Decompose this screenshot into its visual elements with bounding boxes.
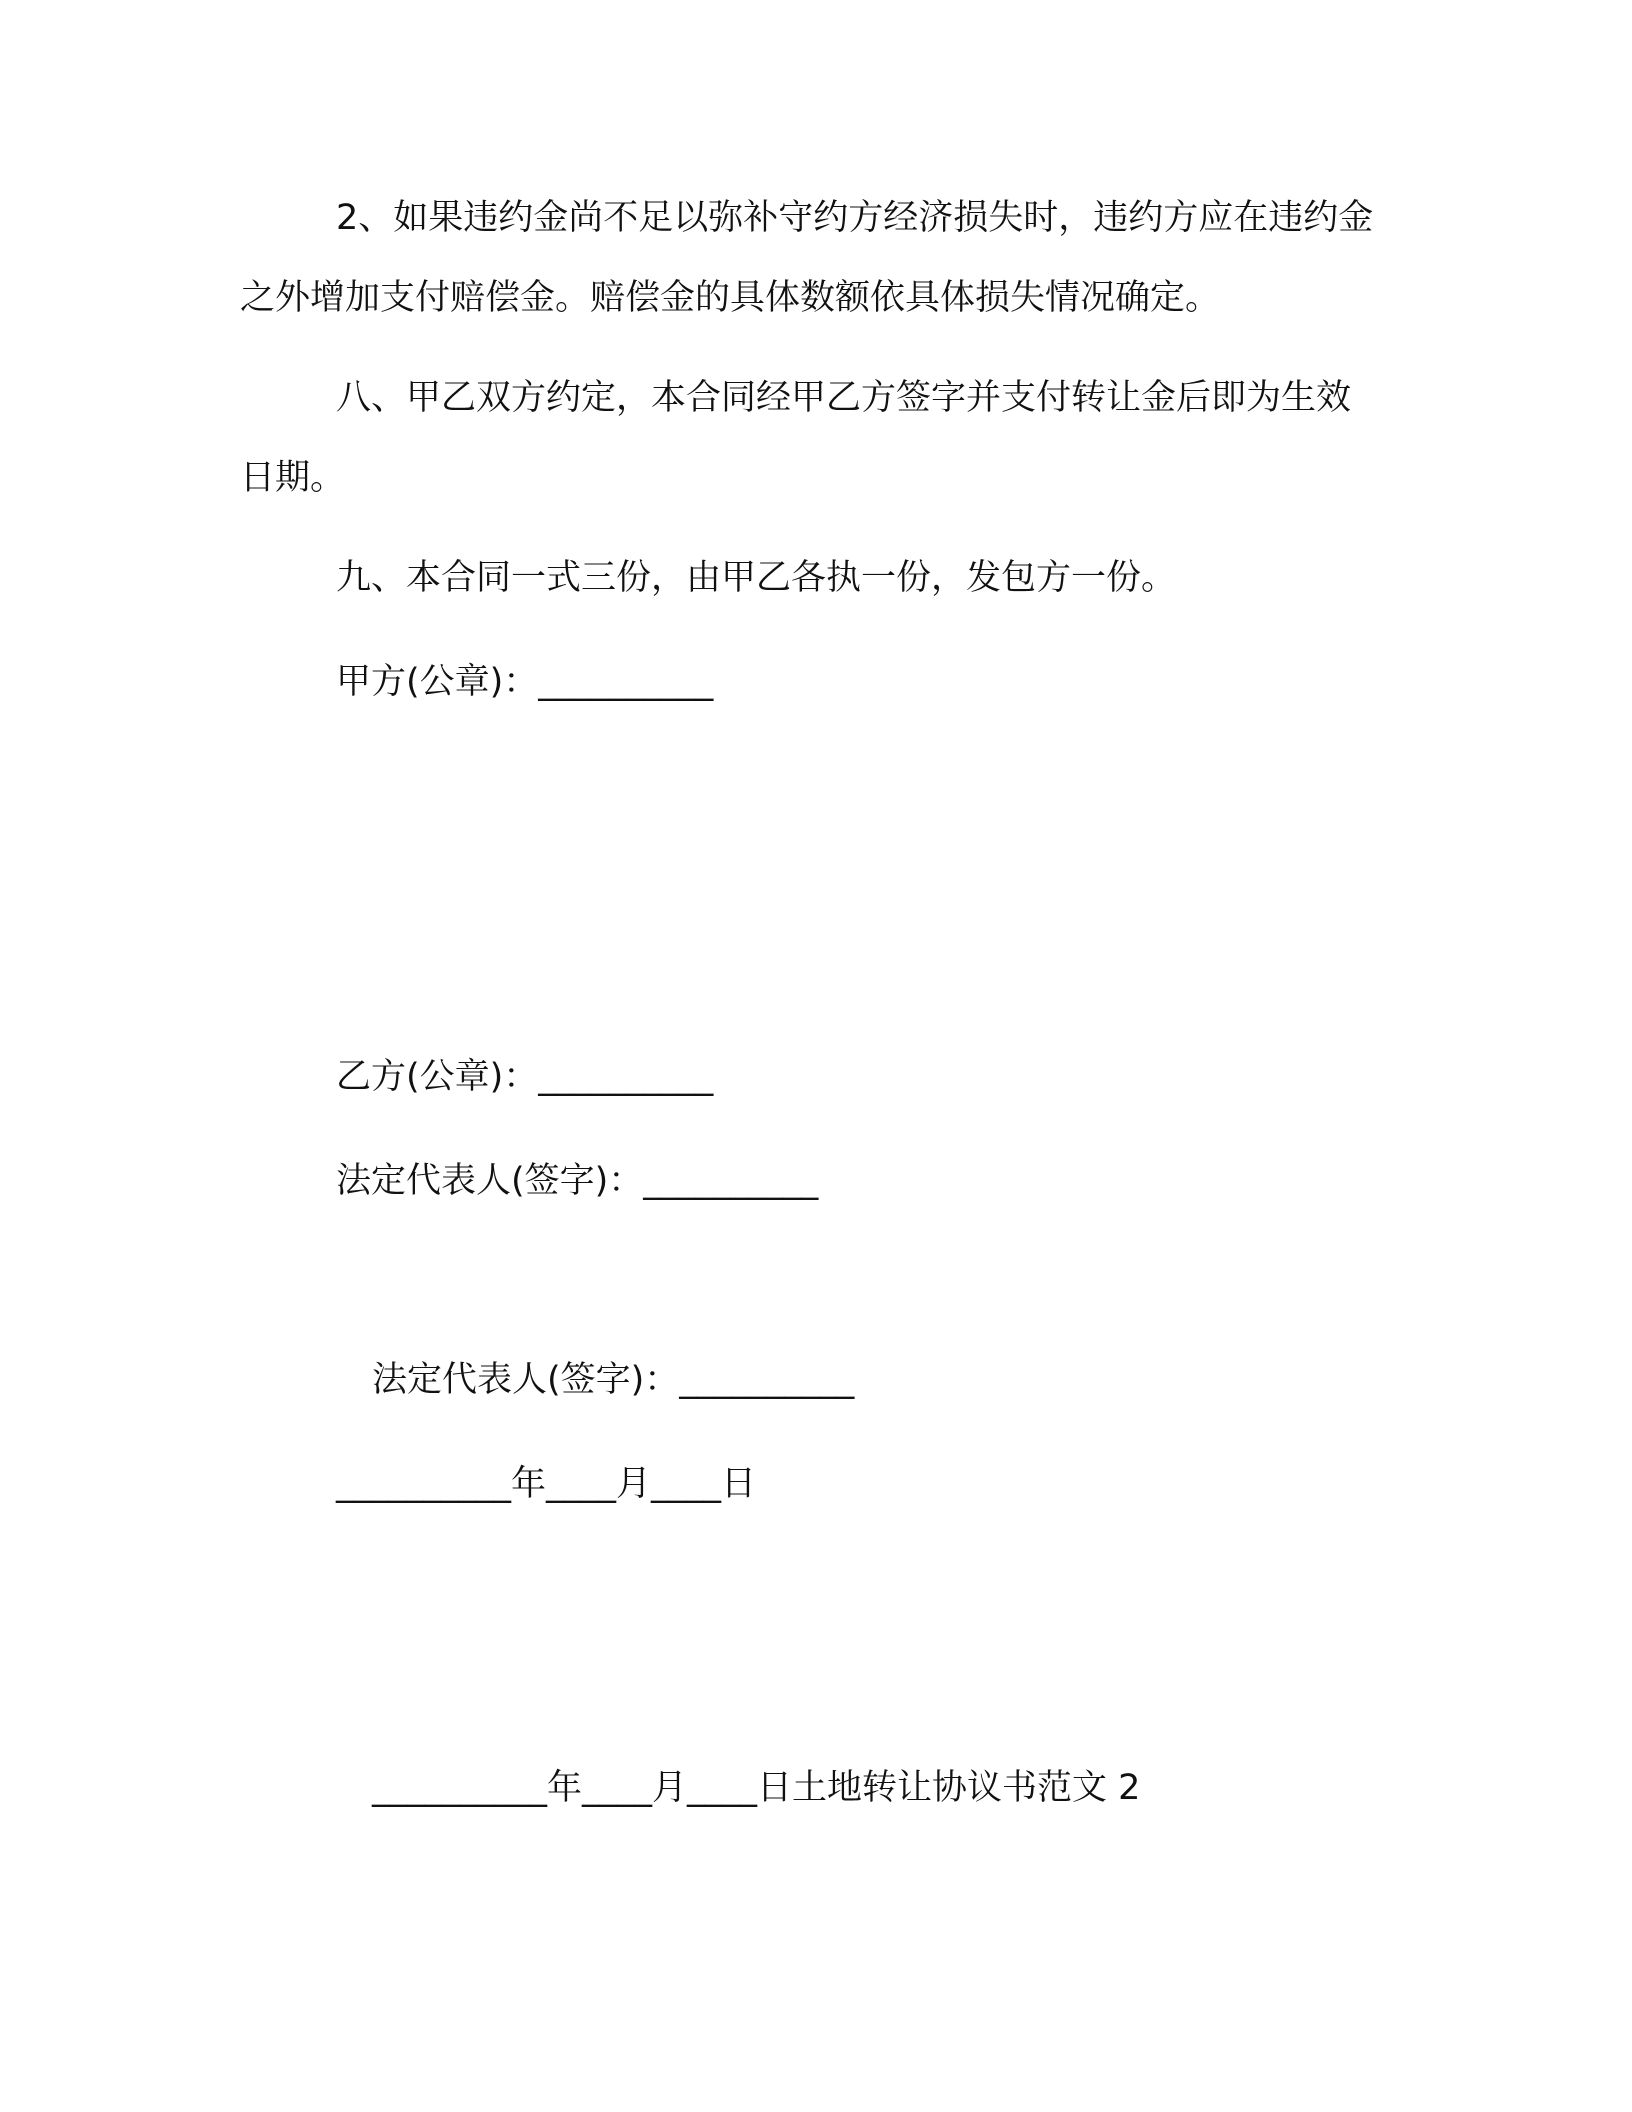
party-b-seal-line: 乙方(公章)：__________ (336, 1057, 714, 1097)
paragraph-effective-date: 八、甲乙双方约定，本合同经甲乙方签字并支付转让金后即为生效日期。 (240, 378, 1352, 498)
legal-representative-signature-line: 法定代表人(签字)：__________ (336, 1161, 819, 1201)
paragraph-copies: 九、本合同一式三份，由甲乙各执一份，发包方一份。 (336, 558, 1177, 598)
next-document-title: __________年____月____日土地转让协议书范文 2 (372, 1768, 1141, 1808)
party-a-seal-line: 甲方(公章)：__________ (336, 662, 714, 702)
legal-representative-signature-line-2: 法定代表人(签字)：__________ (372, 1360, 855, 1400)
paragraph-penalty-compensation: 2、如果违约金尚不足以弥补守约方经济损失时，违约方应在违约金之外增加支付赔偿金。赔偿金的具体数额依具体损失情况确定。 (240, 198, 1374, 318)
date-line: __________年____月____日 (336, 1464, 757, 1504)
